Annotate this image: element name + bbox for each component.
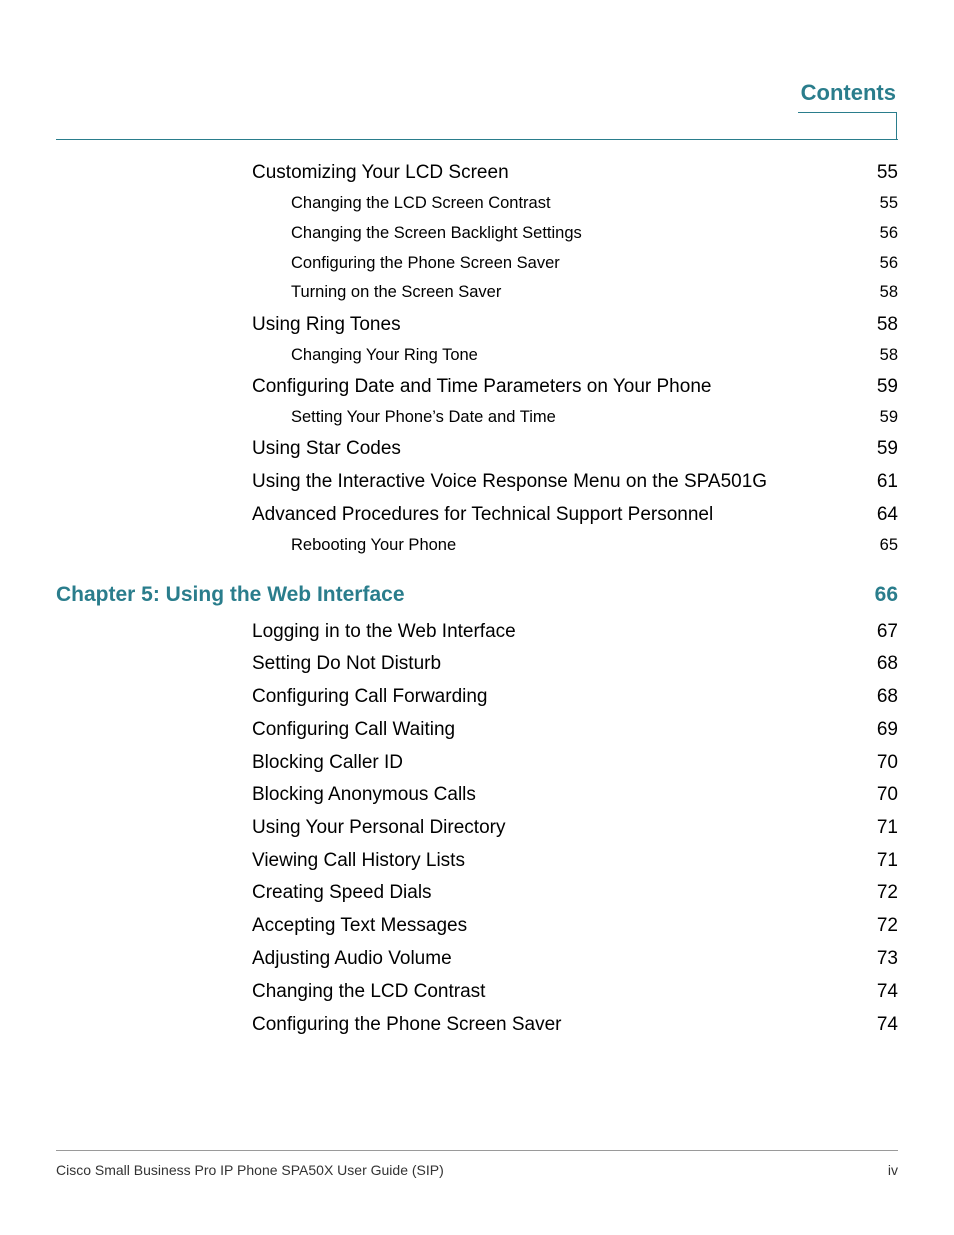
toc-entry-title: Creating Speed Dials	[252, 882, 432, 903]
toc-entry-page: 72	[876, 915, 898, 936]
toc-entry[interactable]	[291, 254, 898, 273]
toc-entry[interactable]	[291, 408, 898, 427]
toc-entry[interactable]	[252, 314, 898, 336]
toc-entry[interactable]	[291, 536, 898, 555]
toc-entry[interactable]	[291, 346, 898, 365]
toc-entry-page: 58	[879, 283, 898, 301]
toc-entry-page: 71	[876, 850, 898, 871]
toc-entry-title: Configuring Date and Time Parameters on Your Phone	[252, 376, 712, 397]
toc-entry-page: 56	[879, 224, 898, 242]
toc-entry-page: 64	[876, 504, 898, 525]
toc-entry-title: Changing Your Ring Tone	[291, 346, 478, 364]
toc-entry-title: Viewing Call History Lists	[252, 850, 465, 871]
toc-entry-title: Customizing Your LCD Screen	[252, 162, 509, 183]
toc-entry[interactable]	[252, 948, 898, 970]
toc-entry-title: Using Star Codes	[252, 438, 401, 459]
toc-entry-title: Configuring Call Forwarding	[252, 686, 488, 707]
toc-entry-title: Logging in to the Web Interface	[252, 621, 516, 642]
toc-entry[interactable]	[252, 752, 898, 774]
toc-entry-page: 61	[876, 471, 898, 492]
toc-entry[interactable]	[252, 162, 898, 184]
toc-entry[interactable]	[252, 817, 898, 839]
toc-entry-page: 73	[876, 948, 898, 969]
toc-entry[interactable]	[252, 653, 898, 675]
toc-entry-page: 65	[879, 536, 898, 554]
toc-entry-page: 59	[879, 408, 898, 426]
toc-entry-title: Setting Your Phone’s Date and Time	[291, 408, 556, 426]
toc-entry-title: Using Your Personal Directory	[252, 817, 506, 838]
toc-entry[interactable]	[291, 224, 898, 243]
toc-entry-title: Using the Interactive Voice Response Menu on the SPA501G	[252, 471, 768, 492]
toc-entry-title: Adjusting Audio Volume	[252, 948, 452, 969]
toc-entry-page: 55	[879, 194, 898, 212]
toc-entry-page: 70	[876, 784, 898, 805]
toc-entry-page: 72	[876, 882, 898, 903]
toc-entry-title: Blocking Caller ID	[252, 752, 403, 773]
toc-entry-title: Advanced Procedures for Technical Support Personnel	[252, 504, 714, 525]
toc-entry-page: 58	[876, 314, 898, 335]
toc-entry-page: 69	[876, 719, 898, 740]
toc-entry[interactable]	[252, 719, 898, 741]
toc-entry-title: Configuring Call Waiting	[252, 719, 456, 740]
toc-entry-title: Changing the Screen Backlight Settings	[291, 224, 582, 242]
toc-entry[interactable]	[252, 784, 898, 806]
toc-chapter-title: Chapter 5: Using the Web Interface	[56, 583, 405, 606]
toc-entry-page: 68	[876, 686, 898, 707]
toc-entry[interactable]	[252, 471, 898, 493]
toc-entry-page: 74	[876, 981, 898, 1002]
toc-entry-page: 67	[876, 621, 898, 642]
toc-entry-title: Blocking Anonymous Calls	[252, 784, 476, 805]
toc-entry-page: 55	[876, 162, 898, 183]
toc-entry-page: 59	[876, 376, 898, 397]
toc-entry-page: 59	[876, 438, 898, 459]
toc-entry-page: 74	[876, 1014, 898, 1035]
header-box	[798, 112, 897, 139]
toc-entry-title: Setting Do Not Disturb	[252, 653, 442, 674]
toc-entry[interactable]	[252, 1014, 898, 1036]
toc-entry-title: Rebooting Your Phone	[291, 536, 457, 554]
toc-entry-page: 70	[876, 752, 898, 773]
toc-entry-title: Configuring the Phone Screen Saver	[252, 1014, 562, 1035]
toc-entry[interactable]	[252, 504, 898, 526]
footer-page-number: iv	[887, 1162, 898, 1178]
toc-entry[interactable]	[252, 686, 898, 708]
footer-rule	[56, 1150, 898, 1151]
footer-doc-title: Cisco Small Business Pro IP Phone SPA50X User Guide (SIP)	[56, 1162, 444, 1178]
toc-entry-page: 56	[879, 254, 898, 272]
header-rule	[56, 139, 898, 140]
toc-entry[interactable]	[252, 882, 898, 904]
toc-entry-title: Accepting Text Messages	[252, 915, 468, 936]
toc-entry-title: Turning on the Screen Saver	[291, 283, 502, 301]
toc-entry-title: Changing the LCD Contrast	[252, 981, 486, 1002]
toc-entry[interactable]	[291, 194, 898, 213]
toc-chapter-heading[interactable]	[56, 583, 898, 607]
toc-entry[interactable]	[252, 376, 898, 398]
toc-entry[interactable]	[291, 283, 898, 302]
toc-entry-title: Using Ring Tones	[252, 314, 401, 335]
page-title: Contents	[800, 80, 896, 105]
toc-chapter-page: 66	[874, 583, 898, 606]
toc-entry[interactable]	[252, 621, 898, 643]
toc-entry-page: 68	[876, 653, 898, 674]
toc-entry-page: 58	[879, 346, 898, 364]
toc-entry[interactable]	[252, 438, 898, 460]
toc-entry-title: Changing the LCD Screen Contrast	[291, 194, 551, 212]
toc-entry-page: 71	[876, 817, 898, 838]
toc-entry[interactable]	[252, 981, 898, 1003]
toc-entry[interactable]	[252, 915, 898, 937]
toc-entry-title: Configuring the Phone Screen Saver	[291, 254, 560, 272]
toc-entry[interactable]	[252, 850, 898, 872]
